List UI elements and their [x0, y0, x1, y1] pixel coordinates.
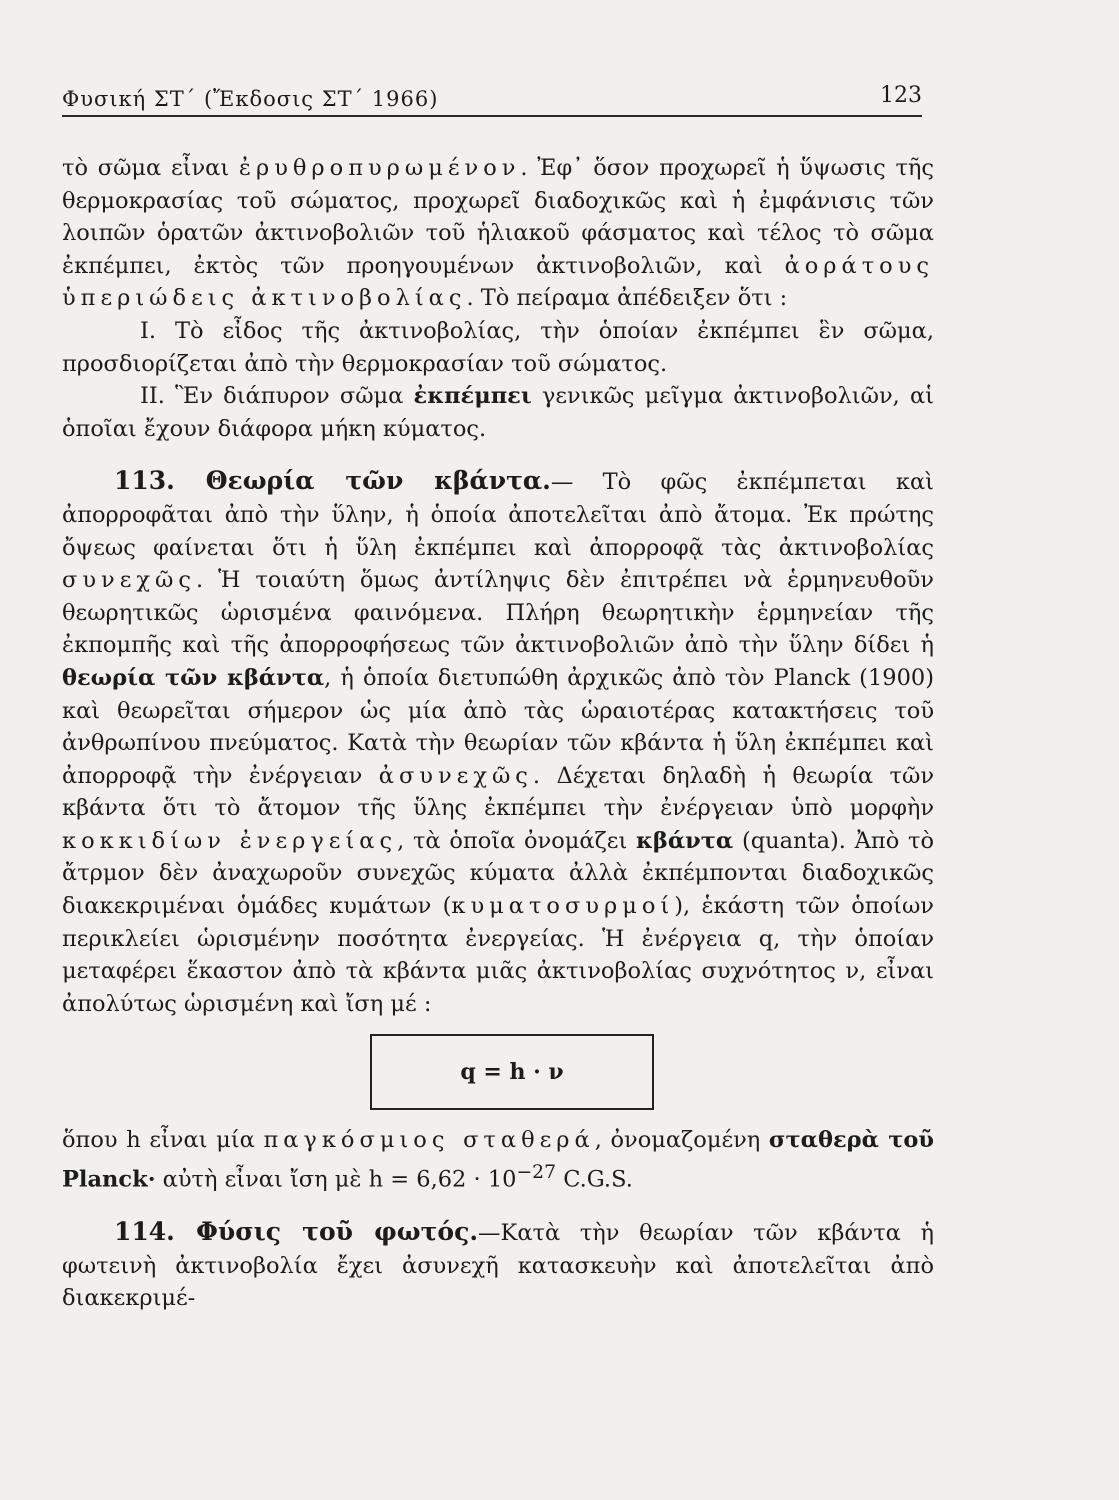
- page-number: 123: [880, 83, 922, 108]
- s113-spaced-1: συνεχῶς: [62, 567, 196, 594]
- list-marker-2: II.: [140, 383, 165, 410]
- s113-bold-2: κβάντα: [636, 827, 734, 854]
- list-item-1: [62, 315, 934, 380]
- s113-bold-1: θεωρία τῶν κβάντα: [62, 664, 325, 691]
- s113-text-4: . Δέχεται δηλαδὴ ἡ θεωρία τῶν κβάντα ὅτι τὸ ἄτομον τῆς ὕλης ἐκπέμπει τὴν ἐνέργειαν ὑπὸ μορφὴν: [62, 762, 935, 822]
- intro-text-2: . Ἐφ᾽ ὅσον προχωρεῖ ἡ ὕψωσις τῆς θερμοκρασίας τοῦ σώματος, προχωρεῖ διαδοχικῶς καὶ ἡ ἐμφάνισις τῶν λοιπῶν ὁρατῶν ἀκτινοβολιῶν τοῦ ἡλιακοῦ φάσματος καὶ τέλος τὸ σῶμα ἐκπέμπει, ἐκτὸς τῶν προηγουμένων ἀκτινοβολιῶν, καὶ: [62, 155, 934, 279]
- list-item-2: [62, 380, 934, 445]
- section-114-title: 114. Φύσις τοῦ φωτός.: [114, 1217, 479, 1247]
- exponent: −27: [516, 1162, 557, 1184]
- s113-text-7: ), ἑκάστη τῶν ὁποίων περικλείει ὡρισμένην ποσότητα ἐνεργείας. Ἡ ἐνέργεια q, τὴν ὁποίαν μεταφέρει ἕκαστον ἀπὸ τὰ κβάντα μιᾶς ἀκτινοβολίας συχνότητος ν, εἶναι ἀπολύτως ὡρισμένη καὶ ἴση μέ :: [62, 893, 934, 1017]
- list-text-2a: Ἓν διάπυρον σῶμα: [175, 383, 414, 410]
- s113-spaced-4: κυματοσυρμοί: [451, 893, 675, 920]
- s113-text-6: (quanta). Ἀπὸ τὸ ἄτρμον δὲν ἀναχωροῦν συνεχῶς κύματα ἀλλὰ ἐκπέμπονται διαδοχικῶς διακεκριμέναι ὁμάδες κυμάτων (: [62, 827, 934, 920]
- s114-text: —Κατὰ τὴν θεωρίαν τῶν κβάντα ἡ φωτεινὴ ἀκτινοβολία ἔχει ἀσυνεχῆ κατασκευὴν καὶ ἀποτελεῖται ἀπὸ διακεκριμέ-: [62, 1220, 934, 1312]
- after-text-2: , ὀνομαζομένη: [594, 1127, 769, 1154]
- list-text-2b: ἐκπέμπει: [413, 383, 532, 410]
- s113-text-3: , ἡ ὁποία διετυπώθη ἀρχικῶς ἀπὸ τὸν Planck (1900) καὶ θεωρεῖται σήμερον ὡς μία ἀπὸ τὰς ὡραιοτέρας κατακτήσεις τοῦ ἀνθρωπίνου πνεύματος. Κατὰ τὴν θεωρίαν τῶν κβάντα ἡ ὕλη ἐκπέμπει καὶ ἀπορροφᾷ τὴν ἐνέργειαν: [62, 664, 934, 789]
- after-spaced-1: παγκόσμιος σταθερά: [263, 1127, 595, 1154]
- section-114: [62, 1216, 934, 1315]
- s113-text-1: — Τὸ φῶς ἐκπέμπεται καὶ ἀπορροφᾶται ἀπὸ τὴν ὕλην, ἡ ὁποία ἀποτελεῖται ἀπὸ ἄτομα. Ἐκ πρώτης ὄψεως φαίνεται ὅτι ἡ ὕλη ἐκπέμπει καὶ ἀπορροφᾷ τὰς ἀκτινοβολίας: [62, 469, 934, 561]
- header-title: Φυσική ΣΤ΄ (Ἔκδοσις ΣΤ΄ 1966): [62, 87, 439, 111]
- list-text-1: Τὸ εἶδος τῆς ἀκτινοβολίας, τὴν ὁποίαν ἐκπέμπει ἓν σῶμα, προσδιορίζεται ἀπὸ τὴν θερμοκρασίαν τοῦ σώματος.: [62, 317, 934, 377]
- intro-paragraph: [62, 152, 934, 315]
- formula-explanation: [62, 1124, 934, 1196]
- intro-spaced-1: ἐρυθροπυρωμένον: [238, 155, 521, 181]
- s113-spaced-2: ἀσυνεχῶς: [378, 762, 533, 789]
- s113-spaced-3: κοκκιδίων ἐνεργείας: [62, 827, 398, 854]
- formula-text: q = h · ν: [460, 1059, 564, 1086]
- section-113-title: 113. Θεωρία τῶν κβάντα.: [114, 466, 551, 496]
- intro-text-1: τὸ σῶμα εἶναι: [62, 155, 239, 181]
- list-text-2c: γενικῶς μεῖγμα ἀκτινοβολιῶν, αἱ ὁποῖαι ἔχουν διάφορα μήκη κύματος.: [62, 383, 934, 442]
- running-header: [62, 83, 922, 117]
- body-text: [62, 152, 934, 1315]
- intro-spaced-2: ἀοράτους ὑπεριώδεις ἀκτινοβολίας: [62, 252, 934, 312]
- s113-text-5: , τὰ ὁποῖα ὀνομάζει: [397, 827, 637, 854]
- list-marker-1: I.: [140, 317, 157, 344]
- after-text-3: αὐτὴ εἶναι ἴση μὲ h = 6,62 · 10: [155, 1166, 517, 1193]
- formula-box: [370, 1034, 654, 1110]
- s113-text-2: . Ἡ τοιαύτη ὅμως ἀντίληψις δὲν ἐπιτρέπει νὰ ἑρμηνευθοῦν θεωρητικῶς ὡρισμένα φαινόμενα. Πλήρη θεωρητικὴν ἑρμηνείαν τῆς ἐκπομπῆς καὶ τῆς ἀπορροφήσεως τῶν ἀκτινοβολιῶν ἀπὸ τὴν ὕλην δίδει ἡ: [62, 567, 934, 659]
- intro-text-3: . Τὸ πείραμα ἀπέδειξεν ὅτι :: [466, 285, 788, 312]
- after-text-1: ὅπου h εἶναι μία: [62, 1127, 264, 1154]
- section-113: [62, 465, 934, 1020]
- after-text-4: C.G.S.: [556, 1166, 633, 1193]
- after-bold-1: σταθερὰ τοῦ Planck·: [62, 1127, 934, 1193]
